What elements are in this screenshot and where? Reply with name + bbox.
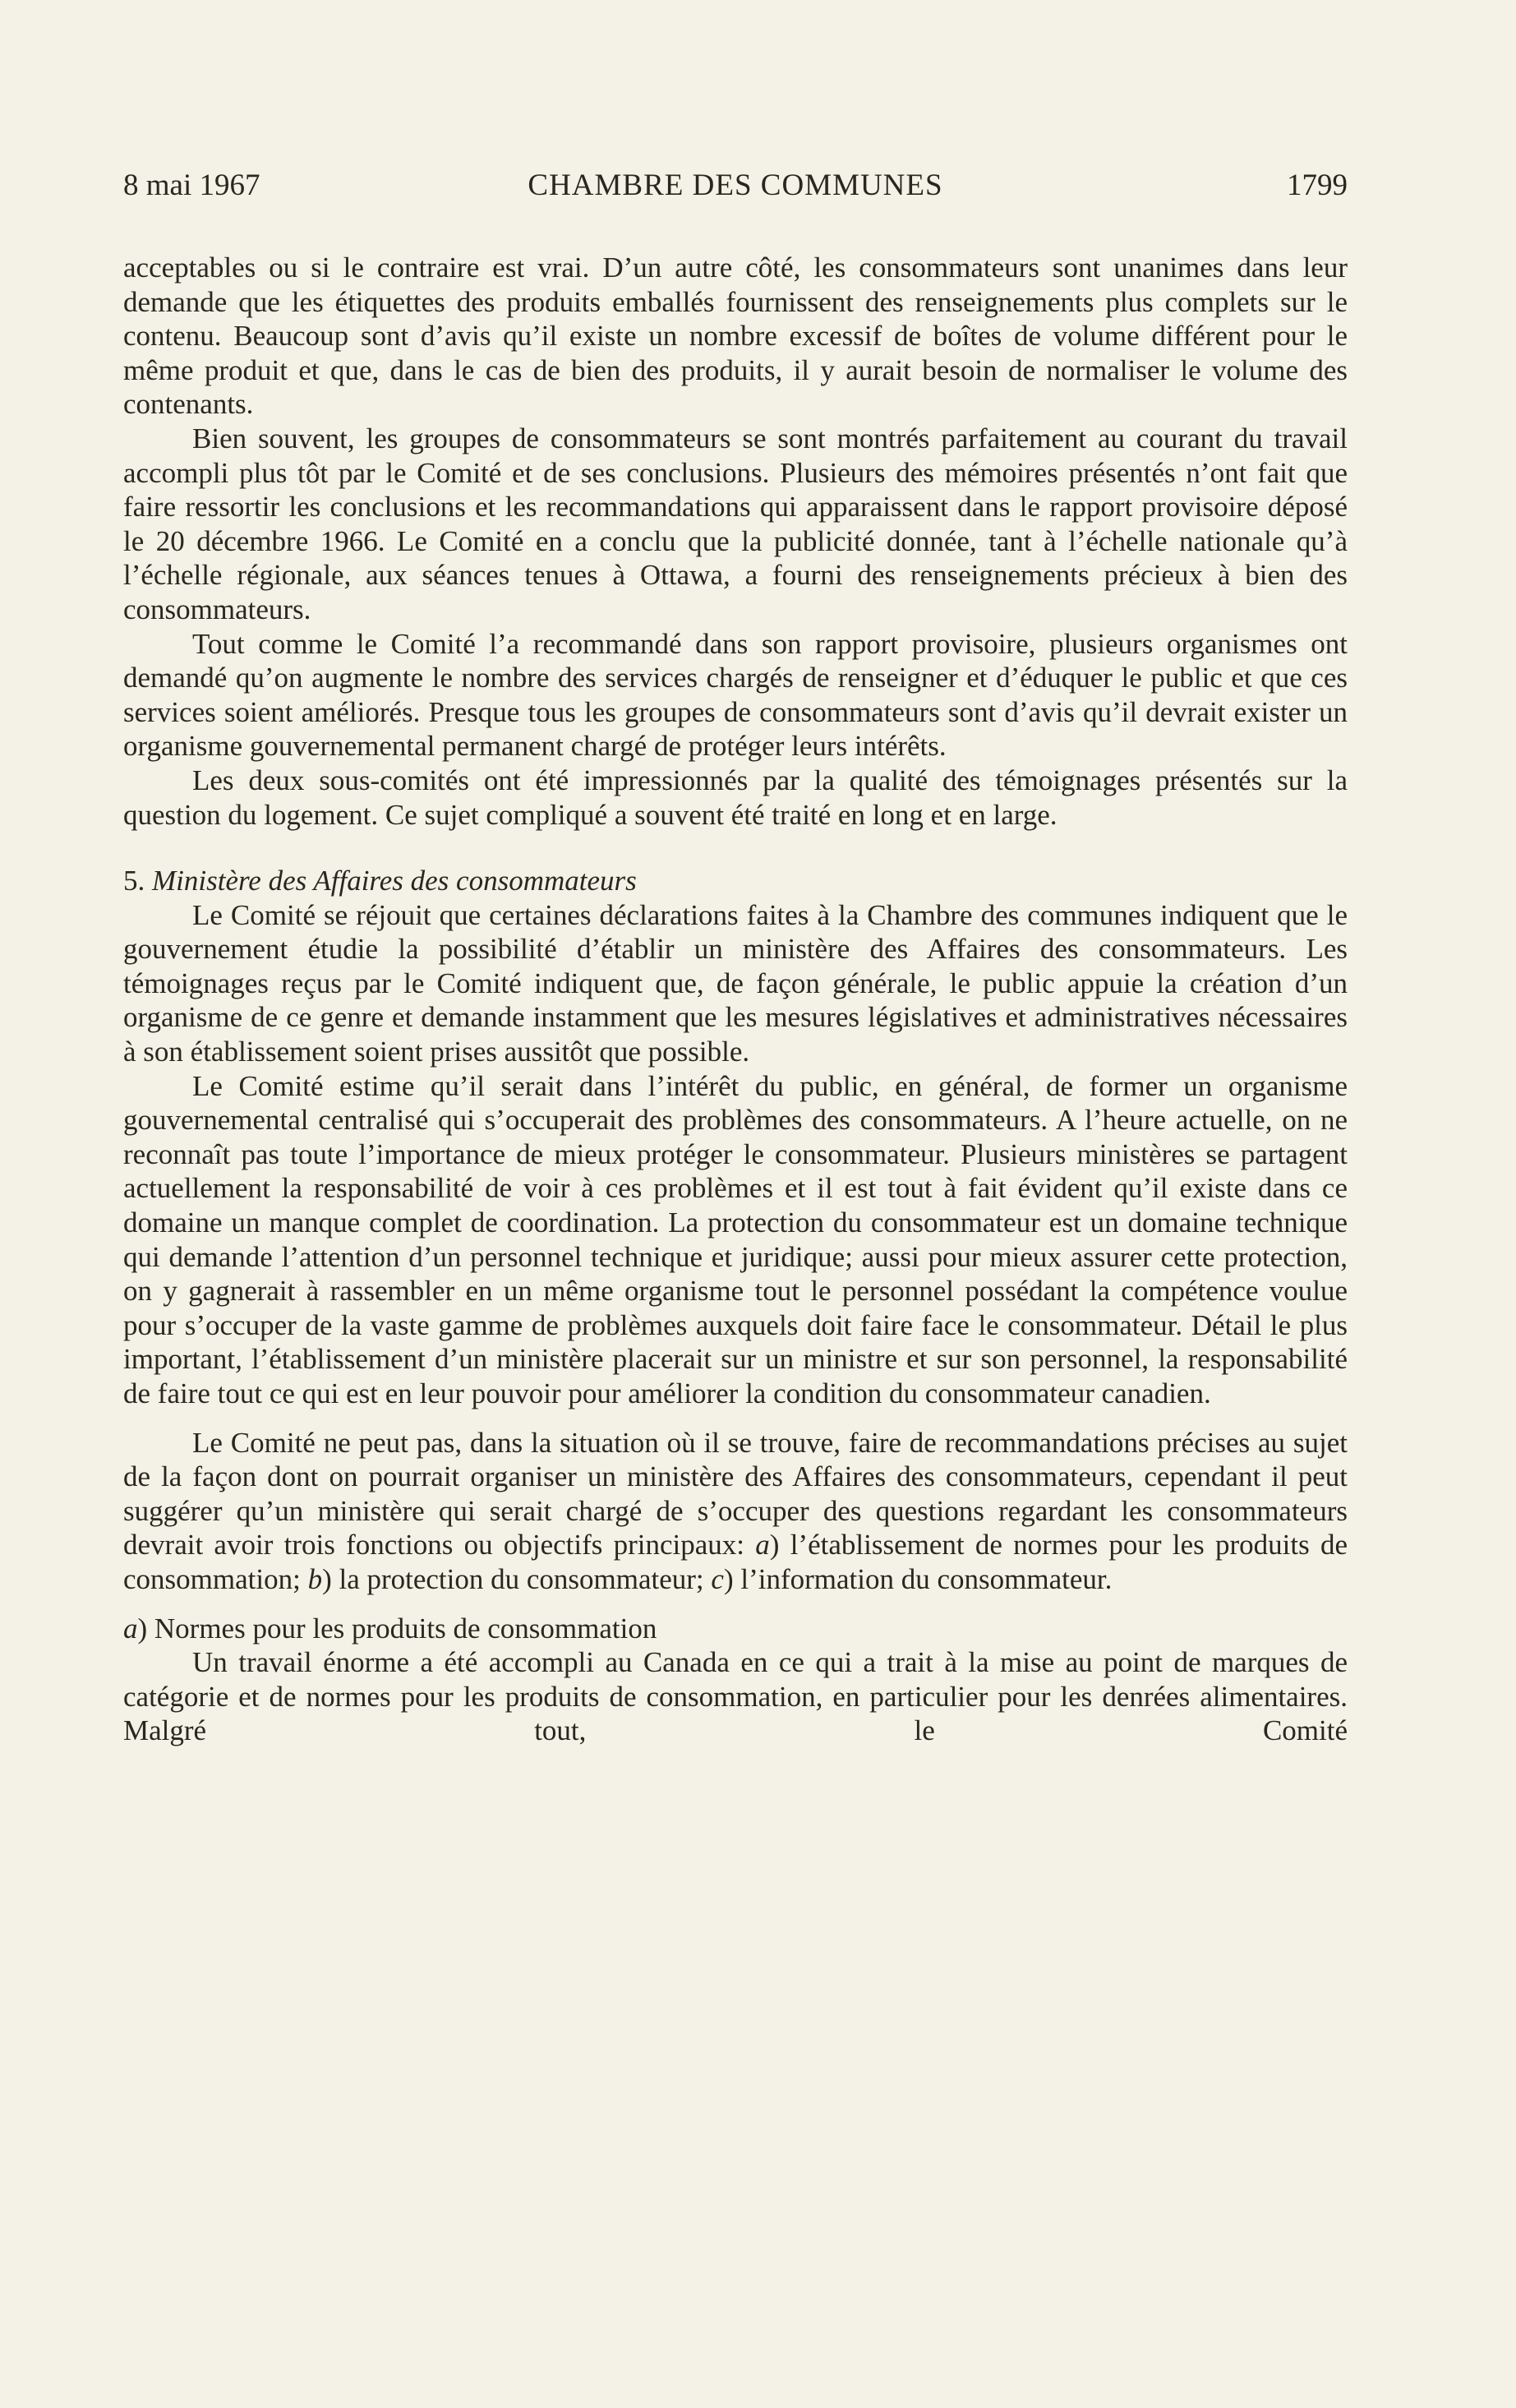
paragraph: acceptables ou si le contraire est vrai. D’un autre côté, les consommateurs sont unanimes dans leur demande que les étiquettes des produits emballés fournissent des renseignements plus complets sur le contenu. Beaucoup sont d’avis qu’il existe un nombre excessif de boîtes de volume différent pour le même produit et que, dans le cas de bien des produits, il y aurait besoin de normaliser le volume des contenants. [123, 251, 1348, 421]
list-letter: a [755, 1529, 770, 1562]
paragraph: Tout comme le Comité l’a recommandé dans son rapport provisoire, plusieurs organismes ont demandé qu’on augmente le nombre des services chargés de renseigner et d’éduquer le public et que ces services soient améliorés. Presque tous les groupes de consommateurs sont d’avis qu’il devrait exister un organisme gouvernemental permanent chargé de protéger leurs intérêts. [123, 627, 1348, 763]
subsection-heading [123, 1612, 1348, 1646]
paragraph-text: ) l’établissement de normes pour les produits de consommation; [123, 1529, 1348, 1595]
page-number: 1799 [1287, 168, 1348, 202]
section-heading [123, 864, 1348, 898]
paragraph-text: ) l’information du consommateur. [723, 1562, 1113, 1595]
body-text [123, 251, 1348, 1748]
section-number: 5. [123, 865, 145, 897]
paragraph-text: Le Comité ne peut pas, dans la situation où il se trouve, faire de recommandations précises au sujet de la façon dont on pourrait organiser un ministère des Affaires des consommateurs, cependant il peut suggérer qu’un ministère qui serait chargé de s’occuper des questions regardant les consommateurs devrait avoir trois fonctions ou objectifs principaux: [123, 1426, 1348, 1562]
subsection-letter: a [123, 1612, 138, 1645]
section-title: Ministère des Affaires des consommateurs [152, 865, 637, 897]
paragraph: Le Comité estime qu’il serait dans l’intérêt du public, en général, de former un organisme gouvernemental centralisé qui s’occuperait des problèmes des consommateurs. A l’heure actuelle, on ne reconnaît pas toute l’importance de mieux protéger le consommateur. Plusieurs ministères se partagent actuellement la responsabilité de voir à ces problèmes et il est tout à fait évident qu’il existe dans ce domaine un manque complet de coordination. La protection du consommateur est un domaine technique qui demande l’attention d’un personnel technique et juridique; aussi pour mieux assurer cette protection, on y gagnerait à rassembler en un même organisme tout le personnel possédant la compétence voulue pour s’occuper de la vaste gamme de problèmes auxquels doit faire face le consommateur. Détail le plus important, l’établissement d’un ministère placerait sur un ministre et sur son personnel, la responsabilité de faire tout ce qui est en leur pouvoir pour améliorer la condition du consommateur canadien. [123, 1069, 1348, 1409]
list-letter: c [711, 1562, 724, 1595]
paragraph: Le Comité se réjouit que certaines déclarations faites à la Chambre des communes indiquent que le gouvernement étudie la possibilité d’établir un ministère des Affaires des consommateurs. Les témoignages reçus par le Comité indiquent que, de façon générale, le public appuie la création d’un organisme de ce genre et demande instamment que les mesures législatives et administratives nécessaires à son établissement soient prises aussitôt que possible. [123, 898, 1348, 1068]
subsection-title: ) Normes pour les produits de consommation [137, 1612, 657, 1645]
paragraph: Les deux sous-comités ont été impressionnés par la qualité des témoignages présentés sur la question du logement. Ce sujet compliqué a souvent été traité en long et en large. [123, 763, 1348, 831]
list-letter: b [307, 1562, 323, 1595]
paragraph-text: ) la protection du consommateur; [322, 1562, 712, 1595]
paragraph: Bien souvent, les groupes de consommateurs se sont montrés parfaitement au courant du travail accompli plus tôt par le Comité et de ses conclusions. Plusieurs des mémoires présentés n’ont fait que faire ressortir les conclusions et les recommandations qui apparaissent dans le rapport provisoire déposé le 20 décembre 1966. Le Comité en a conclu que la publicité donnée, tant à l’échelle nationale qu’à l’échelle régionale, aux séances tenues à Ottawa, a fourni des renseignements précieux à bien des consommateurs. [123, 422, 1348, 625]
running-head [123, 161, 1348, 210]
paragraph [123, 1426, 1348, 1597]
paragraph: Un travail énorme a été accompli au Canada en ce qui a trait à la mise au point de marques de catégorie et de normes pour les produits de consommation, en particulier pour les denrées alimentaires. Malgré tout, le Comité [123, 1646, 1348, 1747]
header-title: CHAMBRE DES COMMUNES [528, 168, 943, 202]
header-date: 8 mai 1967 [123, 168, 260, 202]
